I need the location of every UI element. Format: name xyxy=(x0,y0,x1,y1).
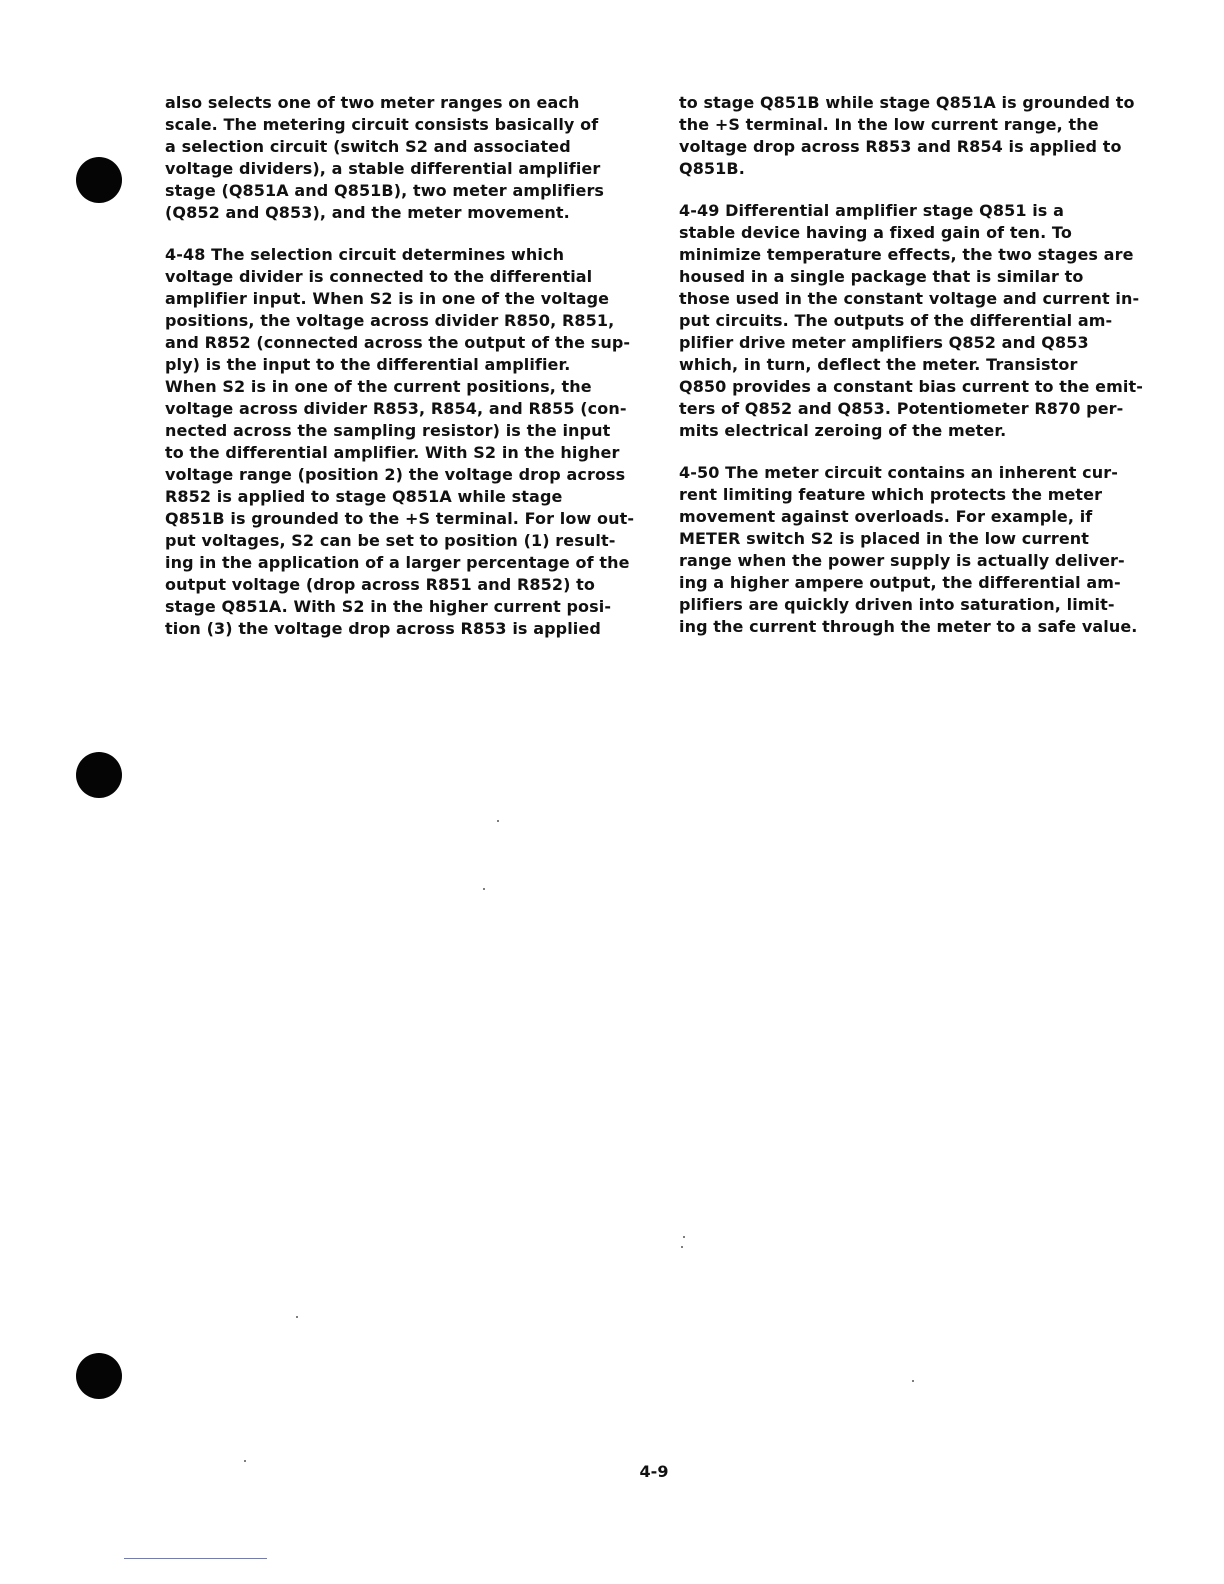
text-line: ing in the application of a larger percentage of the xyxy=(165,553,630,572)
right-column xyxy=(679,92,1149,658)
text-line: housed in a single package that is similar to xyxy=(679,267,1084,286)
text-line: 4-50 The meter circuit contains an inherent cur- xyxy=(679,463,1118,482)
bottom-rule xyxy=(124,1558,267,1559)
text-line: put circuits. The outputs of the differential am- xyxy=(679,311,1113,330)
text-line: (Q852 and Q853), and the meter movement. xyxy=(165,203,570,222)
text-line: which, in turn, deflect the meter. Transistor xyxy=(679,355,1078,374)
text-line: also selects one of two meter ranges on each xyxy=(165,93,580,112)
text-line: ing a higher ampere output, the differential am- xyxy=(679,573,1121,592)
paragraph-meter-ranges xyxy=(165,92,635,224)
text-line: stage Q851A. With S2 in the higher current posi- xyxy=(165,597,612,616)
paragraph-4-48 xyxy=(165,244,635,640)
text-line: the +S terminal. In the low current range, the xyxy=(679,115,1099,134)
text-line: voltage divider is connected to the differential xyxy=(165,267,593,286)
text-line: range when the power supply is actually deliver- xyxy=(679,551,1125,570)
scan-speck xyxy=(483,888,485,890)
text-line: plifier drive meter amplifiers Q852 and Q853 xyxy=(679,333,1089,352)
text-line: 4-49 Differential amplifier stage Q851 is a xyxy=(679,201,1065,220)
text-line: Q850 provides a constant bias current to the emit- xyxy=(679,377,1143,396)
text-line: amplifier input. When S2 is in one of the voltage xyxy=(165,289,610,308)
scan-speck xyxy=(681,1246,683,1248)
text-line: METER switch S2 is placed in the low current xyxy=(679,529,1090,548)
text-line: put voltages, S2 can be set to position (1) result- xyxy=(165,531,616,550)
text-line: movement against overloads. For example, if xyxy=(679,507,1093,526)
paragraph-4-50 xyxy=(679,462,1149,638)
paragraph-continued xyxy=(679,92,1149,180)
text-line: voltage range (position 2) the voltage drop across xyxy=(165,465,626,484)
text-line: ing the current through the meter to a safe value. xyxy=(679,617,1138,636)
left-column xyxy=(165,92,635,660)
text-line: minimize temperature effects, the two stages are xyxy=(679,245,1134,264)
text-line: When S2 is in one of the current positions, the xyxy=(165,377,592,396)
text-line: R852 is applied to stage Q851A while stage xyxy=(165,487,563,506)
text-line: ters of Q852 and Q853. Potentiometer R870 per- xyxy=(679,399,1124,418)
scan-speck xyxy=(683,1236,685,1238)
text-line: Q851B is grounded to the +S terminal. For low out- xyxy=(165,509,635,528)
text-line: positions, the voltage across divider R850, R851, xyxy=(165,311,615,330)
text-line: stage (Q851A and Q851B), two meter amplifiers xyxy=(165,181,605,200)
text-line: those used in the constant voltage and current in- xyxy=(679,289,1140,308)
text-line: tion (3) the voltage drop across R853 is applied xyxy=(165,619,601,638)
page-number: 4-9 xyxy=(639,1462,669,1481)
punch-hole xyxy=(76,157,122,203)
text-line: mits electrical zeroing of the meter. xyxy=(679,421,1007,440)
text-line: nected across the sampling resistor) is the input xyxy=(165,421,611,440)
text-line: stable device having a fixed gain of ten. To xyxy=(679,223,1072,242)
text-line: a selection circuit (switch S2 and associated xyxy=(165,137,571,156)
text-line: scale. The metering circuit consists basically of xyxy=(165,115,599,134)
text-line: voltage across divider R853, R854, and R855 (con- xyxy=(165,399,627,418)
text-line: rent limiting feature which protects the meter xyxy=(679,485,1103,504)
text-line: plifiers are quickly driven into saturation, limit- xyxy=(679,595,1115,614)
punch-hole xyxy=(76,752,122,798)
scan-speck xyxy=(497,820,499,822)
scan-speck xyxy=(912,1380,914,1382)
text-line: to stage Q851B while stage Q851A is grounded to xyxy=(679,93,1135,112)
text-line: voltage drop across R853 and R854 is applied to xyxy=(679,137,1122,156)
text-line: Q851B. xyxy=(679,159,745,178)
punch-hole xyxy=(76,1353,122,1399)
text-line: voltage dividers), a stable differential amplifier xyxy=(165,159,601,178)
scan-speck xyxy=(296,1316,298,1318)
text-line: output voltage (drop across R851 and R852) to xyxy=(165,575,596,594)
text-line: to the differential amplifier. With S2 in the higher xyxy=(165,443,620,462)
text-line: ply) is the input to the differential amplifier. xyxy=(165,355,571,374)
text-line: 4-48 The selection circuit determines which xyxy=(165,245,565,264)
text-line: and R852 (connected across the output of the sup- xyxy=(165,333,631,352)
paragraph-4-49 xyxy=(679,200,1149,442)
